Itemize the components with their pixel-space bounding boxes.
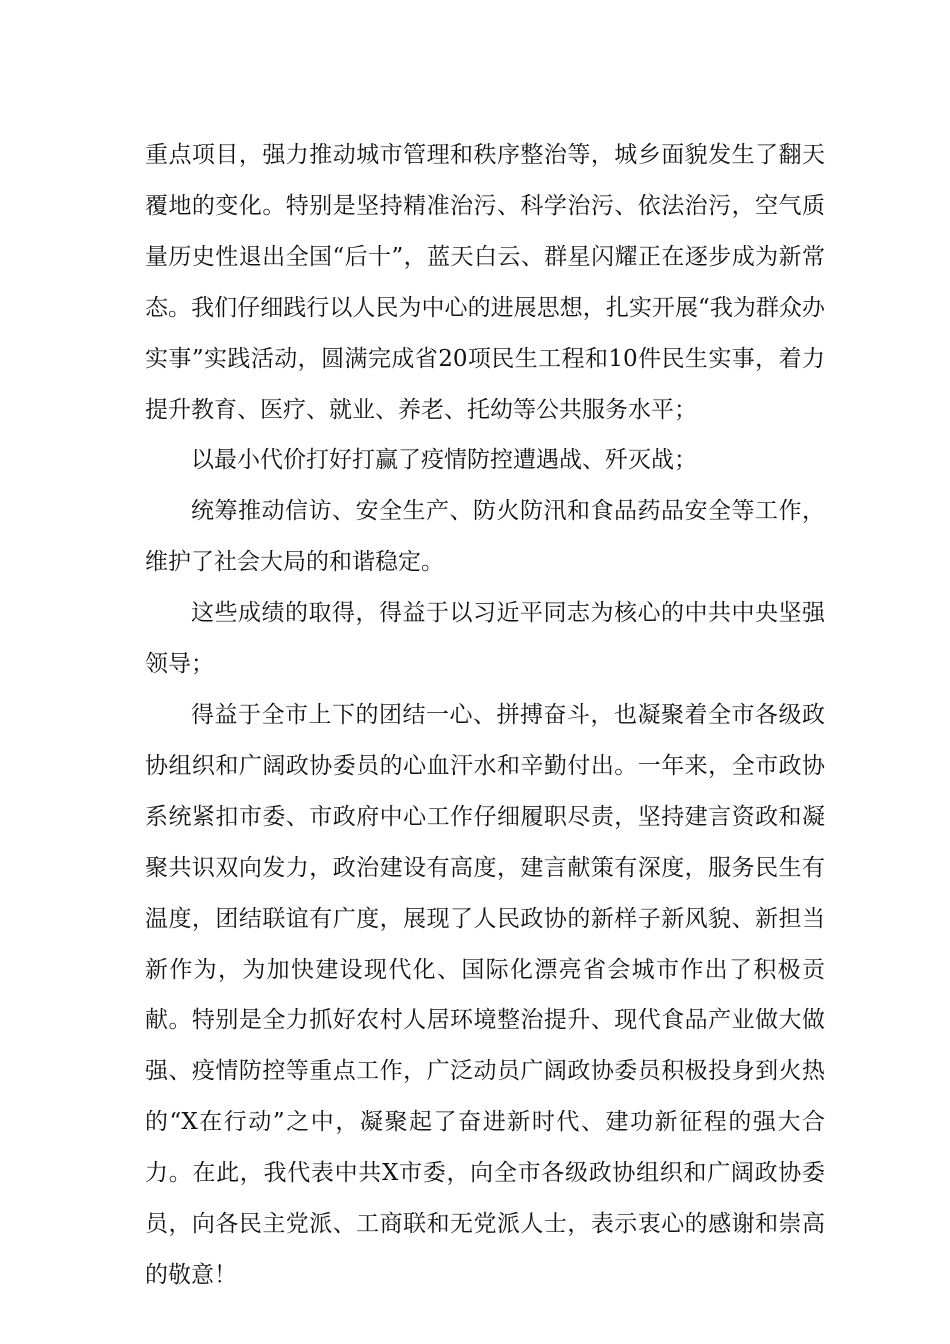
paragraph-2: 以最小代价打好打赢了疫情防控遭遇战、歼灭战；: [191, 447, 697, 474]
document-body: [145, 130, 825, 1301]
paragraph-4: 这些成绩的取得，得益于以习近平同志为核心的中共中央坚强领导；: [145, 600, 825, 678]
paragraph-3: 统筹推动信访、安全生产、防火防汛和食品药品安全等工作，维护了社会大局的和谐稳定。: [145, 498, 825, 576]
paragraph-1: 重点项目，强力推动城市管理和秩序整治等，城乡面貌发生了翻天覆地的变化。特别是坚持精准治污、科学治污、依法治污，空气质量历史性退出全国“后十”，蓝天白云、群星闪耀正在逐步成为新常态。我们仔细践行以人民为中心的进展思想，扎实开展“我为群众办实事”实践活动，圆满完成省20项民生工程和10件民生实事，着力提升教育、医疗、就业、养老、托幼等公共服务水平；: [145, 142, 825, 423]
paragraph-5: 得益于全市上下的团结一心、拼搏奋斗，也凝聚着全市各级政协组织和广阔政协委员的心血汗水和辛勤付出。一年来，全市政协系统紧扣市委、市政府中心工作仔细履职尽责，坚持建言资政和凝聚共识双向发力，政治建设有高度，建言献策有深度，服务民生有温度，团结联谊有广度，展现了人民政协的新样子新风貌、新担当新作为，为加快建设现代化、国际化漂亮省会城市作出了积极贡献。特别是全力抓好农村人居环境整治提升、现代食品产业做大做强、疫情防控等重点工作，广泛动员广阔政协委员积极投身到火热的“X在行动”之中，凝聚起了奋进新时代、建功新征程的强大合力。在此，我代表中共X市委，向全市各级政协组织和广阔政协委员，向各民主党派、工商联和无党派人士，表示衷心的感谢和崇高的敬意！: [145, 701, 825, 1288]
